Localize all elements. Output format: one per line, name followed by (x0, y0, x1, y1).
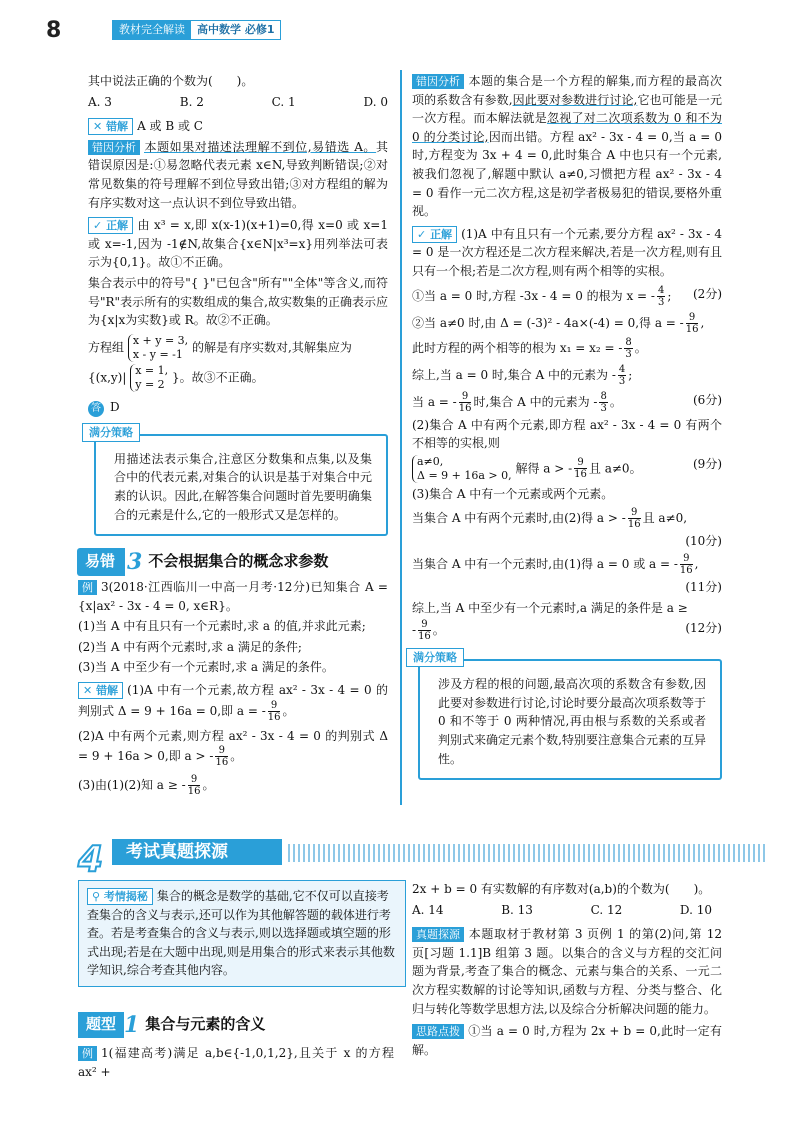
part-3b: 当集合 A 中有一个元素时,由(1)得 a = 0 或 a = - $\frac{9}{16}$ , (412, 552, 699, 576)
yicuo-label: 易错 (77, 548, 125, 575)
choice-a: A. 14 (412, 902, 444, 917)
right-bottom (412, 880, 722, 1061)
zhengjie-right: ✓ 正解 (1)A 中有且只有一个元素,要分方程 ax² - 3x - 4 = 0 是一次方程还是二次方程来解决,若是一次方程,则有且只有一个根;若是二次方程,则有两个相等的实根。 (412, 226, 722, 278)
example-1-cont: 2x + b = 0 有实数解的有序数对(a,b)的个数为( )。 (412, 882, 711, 896)
example-1 (78, 1044, 394, 1083)
check-icon: ✓ (93, 219, 103, 233)
summary-2: 当 a = - $\frac{9}{16}$ 时,集合 A 中的元素为 - $\frac{8}{3}$ 。 (6分) (412, 390, 722, 414)
fraction: $\frac{9}{16}$ (458, 390, 472, 414)
fenxi (88, 138, 388, 212)
tixing-number: 1 (124, 1012, 140, 1038)
answer-value: D (110, 399, 120, 414)
tixing-label: 题型 (78, 1012, 124, 1037)
cross-icon: ✕ (93, 120, 103, 134)
choices-right (412, 901, 712, 920)
fenxi-right: 错因分析 本题的集合是一个方程的解集,而方程的最高次项的系数含有参数,因此要对参数进行讨论,它也可能是一元一次方程。而本解法就是忽视了对二次项系数为 0 和不为 0 的分类讨论,因而出错。方程 ax² - 3x - 4 = 0,当 a = 0 时,方程变为 3x + 4 = 0,此时集合 A 中也只有一个元素,被我们忽视了,解题中默认 a≠0,习惯把方程 ax² - 3x - 4 = 0 看作一元二次方程,这是初学者极易犯的错误,要格外重视。 (412, 74, 723, 219)
part-3: (3)集合 A 中有一个元素或两个元素。 (412, 486, 614, 501)
yicuo-title: 不会根据集合的概念求参数 (148, 552, 329, 571)
choice-d: D. 10 (679, 902, 712, 917)
condition-system: a≠0, Δ = 9 + 16a > 0, (412, 455, 512, 483)
question-tail: 其中说法正确的个数为( )。 (88, 74, 254, 88)
fraction: $\frac{9}{16}$ (685, 311, 699, 335)
choices (88, 93, 388, 112)
page-number: 8 (46, 18, 62, 43)
zhengjie-tag-right: ✓ 正解 (412, 226, 457, 243)
left-column (88, 72, 388, 536)
cuojie-tag: ✕ 错解 (88, 118, 133, 135)
section-4-banner (78, 836, 768, 880)
magnifier-icon: ⚲ (92, 890, 101, 903)
choice-c: C. 12 (590, 902, 623, 917)
part-3b-score: (11分) (685, 579, 722, 594)
fraction: $\frac{9}{16}$ (574, 457, 587, 481)
choice-a: A. 3 (88, 94, 112, 109)
section-number: 4 (78, 839, 104, 880)
part-3a-score: (10分) (685, 534, 722, 549)
example-3: 例 3(2018·江西临川一中高一月考·12分)已知集合 A = {x|ax² - 3x - 4 = 0, x∈R}。 (78, 580, 388, 613)
example-1-text: 1(福建高考)满足 a,b∈{-1,0,1,2},且关于 x 的方程 ax² + (78, 1046, 394, 1079)
left-column-2 (78, 578, 388, 799)
choice-d: D. 0 (363, 94, 388, 109)
tixing-title: 集合与元素的含义 (145, 1015, 266, 1034)
fraction: $\frac{9}{16}$ (418, 619, 431, 643)
fraction: $\frac{4}{3}$ (618, 363, 626, 387)
choice-c: C. 1 (271, 94, 296, 109)
cuojie (88, 117, 388, 136)
fenxi-tag-right: 错因分析 (412, 74, 464, 89)
running-header (112, 20, 281, 40)
cuojie2-tag: ✕ 错解 (78, 682, 123, 699)
right-column (412, 72, 722, 780)
kaoqing-text: 集合的概念是数学的基础,它不仅可以直接考查集合的含义与表示,还可以作为其他解答题的载体进行考查。若是考查集合的含义与表示,则以选择题或填空题的形式出现;若是在大题中出现,则是用集合的形式来表示其他数学知识,综合考查其他内容。 (87, 889, 395, 978)
section-title: 考试真题探源 (112, 839, 282, 865)
fraction: $\frac{8}{3}$ (600, 390, 607, 414)
score: (9分) (693, 456, 722, 471)
part-2: (2)集合 A 中有两个元素,即方程 ax² - 3x - 4 = 0 有两个不相等的实根,则 (412, 417, 722, 451)
celue-content-right: 涉及方程的根的问题,最高次项的系数含有参数,因此要对参数进行讨论,讨论时要分最高次项系数等于 0 和不等于 0 两种情况,再由根与系数的关系或者判别式来确定元素个数,特别要注意集合元素的互异性。 (418, 659, 722, 780)
celue-content-left: 用描述法表示集合,注意区分数集和点集,以及集合中的代表元素,对集合的认识是基于对集合中元素的认识。因此,在解答集合问题时首先要明确集合的元素是什么,它的一般形式又是怎样的。 (94, 434, 388, 536)
answer (88, 398, 388, 417)
zhengjie-3-set: {(x,y)| x = 1, y = 2 }。故③不正确。 (88, 363, 264, 391)
answer-badge: 答 (88, 401, 104, 417)
fraction: $\frac{9}{16}$ (679, 552, 693, 576)
dianbo-tag: 思路点拨 (412, 1024, 464, 1039)
book-title: 教材完全解读 (113, 21, 191, 39)
fenxi-rest: 其错误原因是:①易忽略代表元素 x∈N,导致判断错误;②对常见数集的符号理解不到位导致出错;③对方程组的解为有序实数对这一点认识不到位导致出错。 (88, 139, 388, 210)
example-label: 例 (78, 580, 97, 595)
zhengjie-tag: ✓ 正解 (88, 217, 133, 234)
tanyuan: 真题探源 本题取材于教材第 3 页例 1 的第(2)问,第 12 页[习题 1.1]B 组第 3 题。以集合的含义与方程的交汇问题为背景,考查了集合的概念、元素与集合的关系、一元二次方程实数解的讨论等知识,函数与方程、分类与整合、化归与转化等数学思想方法,以及综合分析解决问题的能力。 (412, 927, 722, 1016)
kaoqing-tag: ⚲ 考情揭秘 (87, 888, 153, 905)
celue-box-right (412, 648, 722, 780)
tixing-heading (78, 1008, 265, 1042)
celue-tag-right: 满分策略 (406, 648, 464, 667)
zhengjie-1: ✓ 正解 由 x³ = x,即 x(x-1)(x+1)=0,得 x=0 或 x=1 或 x=-1,因为 -1∉N,故集合{x∈N|x³=x}用列举法可表示为{0,1}。故①不正确。 (88, 218, 388, 270)
tanyuan-tag: 真题探源 (412, 927, 464, 942)
banner-stripe (288, 844, 768, 862)
score: (12分) (685, 621, 722, 636)
score: (2分) (693, 286, 722, 301)
fraction: $\frac{8}{3}$ (625, 336, 632, 360)
fenxi-tag: 错因分析 (88, 140, 140, 155)
example-q1: (1)当 A 中有且只有一个元素时,求 a 的值,并求此元素; (78, 619, 366, 634)
zhengjie-3: 方程组 x + y = 3, x - y = -1 的解是有序实数对,其解集应为 (88, 333, 352, 361)
yicuo-heading (77, 545, 328, 579)
yicuo-number: 3 (127, 549, 143, 575)
cuojie2-1: ✕ 错解 (1)A 中有一个元素,故方程 ax² - 3x - 4 = 0 的判别式 Δ = 9 + 16a = 0,即 a = - $\frac{9}{16}$ 。 (78, 682, 388, 723)
fraction: $\frac{9}{16}$ (267, 699, 281, 723)
fraction: $\frac{9}{16}$ (215, 745, 229, 769)
fenxi-underlined: 本题如果对描述法理解不到位,易错选 A。 (144, 139, 376, 154)
course-title: 高中数学 必修1 (191, 21, 280, 39)
part-2-system: a≠0, Δ = 9 + 16a > 0, 解得 a > - $\frac{9}{16}$ 且 a≠0。 (9分) (412, 455, 722, 483)
part-3a: 当集合 A 中有两个元素时,由(2)得 a > - $\frac{9}{16}$ 且 a≠0, (412, 507, 688, 531)
cuojie2-2: (2)A 中有两个元素,则方程 ax² - 3x - 4 = 0 的判别式 Δ = 9 + 16a > 0,即 a > - $\frac{9}{16}$ 。 (78, 728, 388, 769)
fraction: $\frac{9}{16}$ (627, 507, 641, 531)
choice-b: B. 13 (501, 902, 533, 917)
case-1: ①当 a = 0 时,方程 -3x - 4 = 0 的根为 x = - $\frac{4}{3}$ ; (2分) (412, 284, 722, 308)
part-3c: 综上,当 A 中至少有一个元素时,a 满足的条件是 a ≥ (412, 600, 688, 615)
equation-system: x + y = 3, x - y = -1 (128, 334, 188, 362)
fraction: $\frac{9}{16}$ (187, 774, 201, 798)
example-q3: (3)当 A 中至少有一个元素时,求 a 满足的条件。 (78, 660, 334, 675)
check-icon: ✓ (417, 227, 427, 241)
cuojie2-3: (3)由(1)(2)知 a ≥ - $\frac{9}{16}$ 。 (78, 774, 215, 798)
part-3c-2: - $\frac{9}{16}$ 。 (12分) (412, 619, 722, 643)
kaoqing-box (78, 880, 406, 987)
case-2b: 此时方程的两个相等的根为 x₁ = x₂ = - $\frac{8}{3}$ 。 (412, 336, 647, 360)
example-1-label: 例 (78, 1046, 97, 1061)
example-q2: (2)当 A 中有两个元素时,求 a 满足的条件; (78, 639, 302, 654)
column-divider (400, 70, 402, 805)
solution-system: x = 1, y = 2 (130, 364, 168, 392)
case-2: ②当 a≠0 时,由 Δ = (-3)² - 4a×(-4) = 0,得 a = - $\frac{9}{16}$ , (412, 311, 705, 335)
celue-box-left (88, 423, 388, 536)
dianbo: 思路点拨 ①当 a = 0 时,方程为 2x + b = 0,此时一定有解。 (412, 1024, 722, 1057)
summary-1: 综上,当 a = 0 时,集合 A 中的元素为 - $\frac{4}{3}$ ; (412, 363, 633, 387)
zhengjie-2: 集合表示中的符号"{ }"已包含"所有""全体"等含义,而符号"R"表示所有的实数组成的集合,故实数集的正确表示应为{x|x为实数}或 R。故②不正确。 (88, 275, 388, 328)
cuojie-text: A 或 B 或 C (137, 119, 203, 134)
fraction: $\frac{4}{3}$ (657, 284, 665, 308)
choice-b: B. 2 (179, 94, 204, 109)
score: (6分) (693, 392, 722, 407)
celue-tag-left: 满分策略 (82, 423, 140, 442)
cross-icon: ✕ (83, 683, 93, 697)
